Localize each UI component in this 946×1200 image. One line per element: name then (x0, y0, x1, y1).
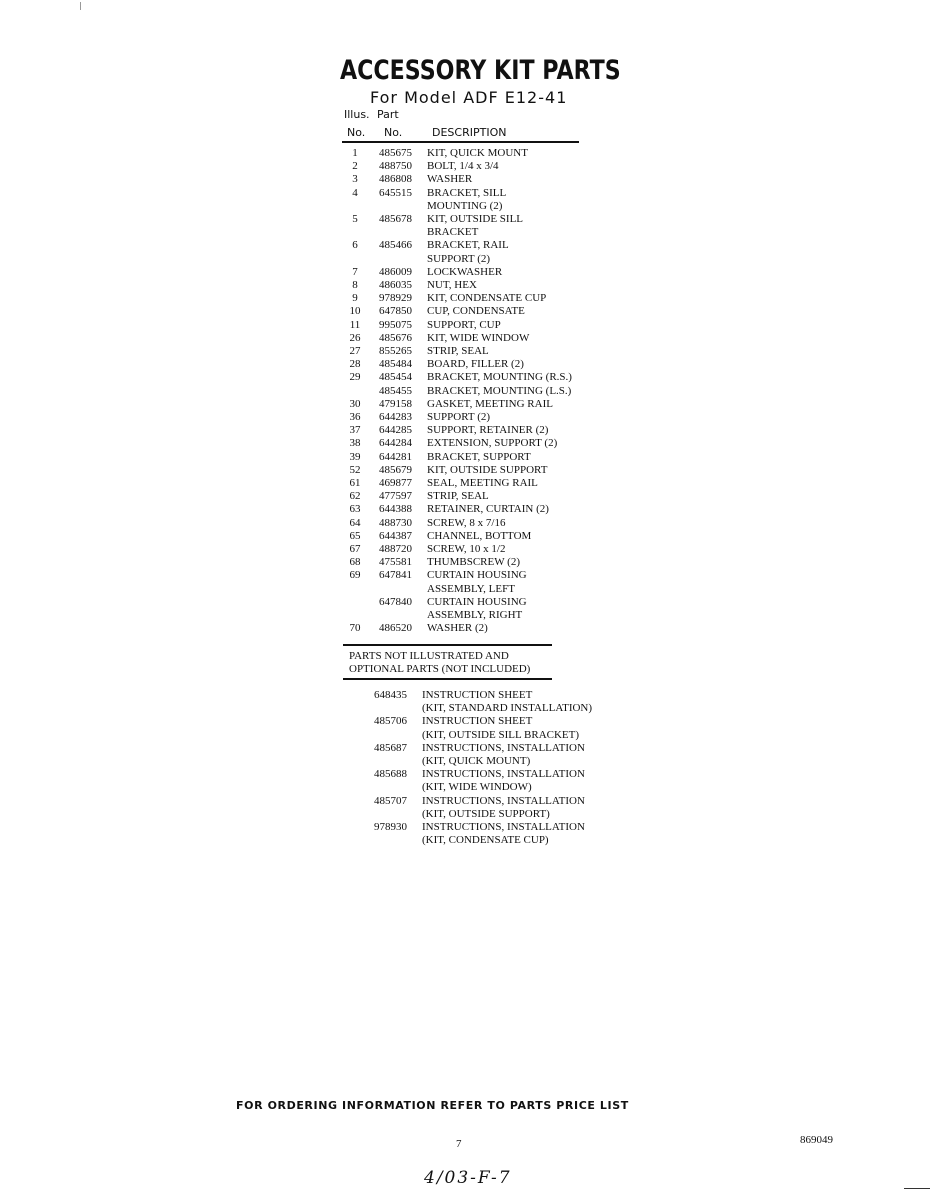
illus-number: 37 (349, 424, 361, 437)
illus-number: 9 (352, 292, 358, 305)
part-description: (KIT, CONDENSATE CUP) (422, 834, 549, 847)
illus-number: 70 (349, 622, 361, 635)
illus-number: 61 (349, 477, 361, 489)
table-row (338, 834, 608, 847)
part-description: KIT, CONDENSATE CUP (427, 292, 547, 305)
part-description: BOLT, 1/4 x 3/4 (427, 160, 499, 173)
part-number: 475581 (379, 556, 412, 569)
table-row (343, 279, 613, 292)
part-number: 644281 (379, 450, 412, 463)
table-row (343, 266, 613, 279)
part-number: 995075 (379, 318, 412, 331)
part-description: BRACKET, MOUNTING (R.S.) (427, 371, 572, 384)
part-description: SUPPORT, RETAINER (2) (427, 424, 549, 437)
part-number: 485688 (374, 768, 407, 781)
part-number: 485676 (379, 331, 412, 344)
optional-note-line2: OPTIONAL PARTS (NOT INCLUDED) (349, 663, 531, 675)
part-number: 485687 (374, 741, 407, 754)
table-row (338, 821, 608, 834)
part-description: SUPPORT (2) (427, 252, 491, 265)
part-description: THUMBSCREW (2) (427, 556, 520, 569)
part-description: KIT, QUICK MOUNT (427, 147, 528, 159)
part-number: 485466 (379, 239, 412, 252)
table-row (338, 729, 608, 742)
illus-number: 7 (352, 265, 358, 278)
part-description: KIT, WIDE WINDOW (427, 331, 530, 344)
table-end-rule (343, 644, 552, 646)
part-number: 486808 (379, 173, 412, 186)
part-description: KIT, OUTSIDE SILL (427, 213, 524, 225)
table-row (343, 253, 613, 266)
part-number: 647841 (379, 569, 412, 582)
ordering-info: FOR ORDERING INFORMATION REFER TO PARTS PRICE LIST (236, 1099, 629, 1112)
part-number: 644284 (379, 437, 412, 450)
illus-number: 62 (349, 490, 361, 503)
table-row (338, 768, 608, 781)
part-number: 486035 (379, 279, 412, 291)
part-description: CURTAIN HOUSING (427, 595, 527, 608)
part-description: CUP, CONDENSATE (427, 305, 525, 318)
illus-number: 28 (349, 358, 361, 371)
part-number: 477597 (379, 490, 412, 503)
part-description: BRACKET, RAIL (427, 239, 509, 252)
table-row (338, 715, 608, 728)
page-number: 7 (456, 1138, 462, 1150)
part-description: NUT, HEX (427, 279, 477, 291)
part-number: 978930 (374, 821, 407, 833)
table-row (343, 622, 613, 635)
part-number: 486520 (379, 622, 412, 635)
part-number: 647850 (379, 305, 412, 318)
part-description: BRACKET, MOUNTING (L.S.) (427, 384, 572, 397)
table-row (343, 609, 613, 622)
table-row (343, 464, 613, 477)
part-description: INSTRUCTION SHEET (422, 715, 533, 728)
part-number: 645515 (379, 186, 412, 199)
corner-mark (904, 1188, 930, 1189)
part-description: LOCKWASHER (427, 265, 503, 278)
part-description: EXTENSION, SUPPORT (2) (427, 437, 558, 450)
part-description: (KIT, QUICK MOUNT) (422, 755, 531, 767)
table-row (338, 808, 608, 821)
table-row (343, 332, 613, 345)
table-row (338, 742, 608, 755)
table-row (343, 173, 613, 186)
table-row (343, 239, 613, 252)
table-row (343, 490, 613, 503)
table-row (343, 437, 613, 450)
illus-number: 4 (352, 186, 358, 199)
part-description: ASSEMBLY, RIGHT (427, 609, 523, 621)
part-description: CHANNEL, BOTTOM (427, 529, 532, 542)
table-row (343, 319, 613, 332)
col-header-illus: Illus. (344, 108, 370, 121)
document-number: 869049 (800, 1134, 833, 1146)
table-row (338, 755, 608, 768)
table-row (343, 424, 613, 437)
illus-number: 38 (349, 437, 361, 450)
part-description: RETAINER, CURTAIN (2) (427, 503, 549, 516)
part-number: 644283 (379, 411, 412, 423)
illus-number: 68 (349, 556, 361, 569)
col-header-part: Part (377, 108, 399, 121)
illus-number: 8 (352, 279, 358, 291)
table-row (343, 226, 613, 239)
col-header-description: DESCRIPTION (432, 126, 507, 139)
optional-note-line1: PARTS NOT ILLUSTRATED AND (349, 650, 509, 662)
part-description: STRIP, SEAL (427, 490, 489, 503)
part-description: (KIT, WIDE WINDOW) (422, 781, 532, 794)
part-number: 485484 (379, 358, 412, 371)
part-description: BOARD, FILLER (2) (427, 358, 524, 371)
part-number: 488750 (379, 160, 412, 173)
col-header-part-no: No. (384, 126, 403, 139)
illus-number: 36 (349, 411, 361, 423)
part-description: INSTRUCTIONS, INSTALLATION (422, 768, 585, 781)
table-row (343, 160, 613, 173)
part-description: ASSEMBLY, LEFT (427, 582, 515, 595)
illus-number: 1 (352, 147, 358, 159)
table-row (343, 517, 613, 530)
part-number: 644388 (379, 503, 412, 516)
part-description: (KIT, STANDARD INSTALLATION) (422, 702, 593, 715)
table-row (343, 187, 613, 200)
part-number: 648435 (374, 689, 407, 701)
table-row (343, 503, 613, 516)
part-number: 644285 (379, 424, 412, 437)
part-number: 488720 (379, 543, 412, 555)
illus-number: 30 (349, 397, 361, 410)
part-number: 469877 (379, 477, 412, 489)
part-number: 479158 (379, 397, 412, 410)
part-number: 485679 (379, 463, 412, 476)
part-description: WASHER (2) (427, 622, 488, 635)
illus-number: 39 (349, 450, 361, 463)
part-description: SUPPORT (2) (427, 411, 491, 423)
part-description: MOUNTING (2) (427, 199, 503, 212)
part-number: 485454 (379, 371, 412, 384)
illus-number: 64 (349, 516, 361, 529)
table-row (343, 411, 613, 424)
table-row (343, 200, 613, 213)
illus-number: 2 (352, 160, 358, 173)
table-row (343, 451, 613, 464)
illus-number: 26 (349, 331, 361, 344)
table-row (343, 147, 613, 160)
table-row (343, 556, 613, 569)
part-description: CURTAIN HOUSING (427, 569, 527, 582)
illus-number: 29 (349, 371, 361, 384)
part-number: 485675 (379, 147, 412, 159)
table-row (343, 385, 613, 398)
part-description: KIT, OUTSIDE SUPPORT (427, 463, 548, 476)
part-description: BRACKET, SILL (427, 186, 507, 199)
part-description: GASKET, MEETING RAIL (427, 397, 553, 410)
part-description: SUPPORT, CUP (427, 318, 501, 331)
illus-number: 63 (349, 503, 361, 516)
table-row (343, 530, 613, 543)
illus-number: 3 (352, 173, 358, 186)
part-description: WASHER (427, 173, 473, 186)
table-row (343, 305, 613, 318)
table-row (343, 596, 613, 609)
part-number: 978929 (379, 292, 412, 305)
table-row (338, 781, 608, 794)
part-description: SEAL, MEETING RAIL (427, 477, 538, 489)
illus-number: 6 (352, 239, 358, 252)
part-description: BRACKET, SUPPORT (427, 450, 531, 463)
col-header-no: No. (347, 126, 366, 139)
header-rule (342, 141, 579, 143)
illus-number: 52 (349, 463, 361, 476)
part-number: 486009 (379, 265, 412, 278)
illus-number: 67 (349, 543, 361, 555)
page-title: ACCESSORY KIT PARTS (340, 55, 621, 86)
part-description: BRACKET (427, 226, 479, 239)
table-row (343, 292, 613, 305)
illus-number: 10 (349, 305, 361, 318)
part-description: INSTRUCTIONS, INSTALLATION (422, 741, 585, 754)
table-row (343, 569, 613, 582)
table-row (338, 702, 608, 715)
part-description: (KIT, OUTSIDE SILL BRACKET) (422, 728, 580, 741)
part-number: 485678 (379, 213, 412, 225)
illus-number: 27 (349, 345, 361, 357)
part-description: SCREW, 10 x 1/2 (427, 543, 506, 555)
part-number: 855265 (379, 345, 412, 357)
table-row (343, 213, 613, 226)
table-row (343, 371, 613, 384)
part-description: INSTRUCTION SHEET (422, 689, 533, 701)
illus-number: 11 (349, 318, 361, 331)
part-description: INSTRUCTIONS, INSTALLATION (422, 821, 585, 833)
table-row (343, 358, 613, 371)
table-row (338, 689, 608, 702)
optional-rule (343, 678, 552, 680)
part-number: 485706 (374, 715, 407, 728)
illus-number: 5 (352, 213, 358, 225)
table-row (343, 543, 613, 556)
part-number: 485455 (379, 384, 412, 397)
part-number: 488730 (379, 516, 412, 529)
part-number: 485707 (374, 794, 407, 807)
part-number: 647840 (379, 595, 412, 608)
illus-number: 65 (349, 529, 361, 542)
part-number: 644387 (379, 529, 412, 542)
model-subtitle: For Model ADF E12-41 (370, 88, 568, 107)
illus-number: 69 (349, 569, 361, 582)
table-row (343, 398, 613, 411)
handwritten-note: 4/03-F-7 (424, 1168, 512, 1188)
part-description: (KIT, OUTSIDE SUPPORT) (422, 807, 550, 820)
table-row (343, 345, 613, 358)
part-description: STRIP, SEAL (427, 345, 489, 357)
part-description: SCREW, 8 x 7/16 (427, 516, 506, 529)
table-row (338, 795, 608, 808)
scan-mark (80, 2, 81, 10)
part-description: INSTRUCTIONS, INSTALLATION (422, 794, 585, 807)
table-row (343, 477, 613, 490)
table-row (343, 583, 613, 596)
